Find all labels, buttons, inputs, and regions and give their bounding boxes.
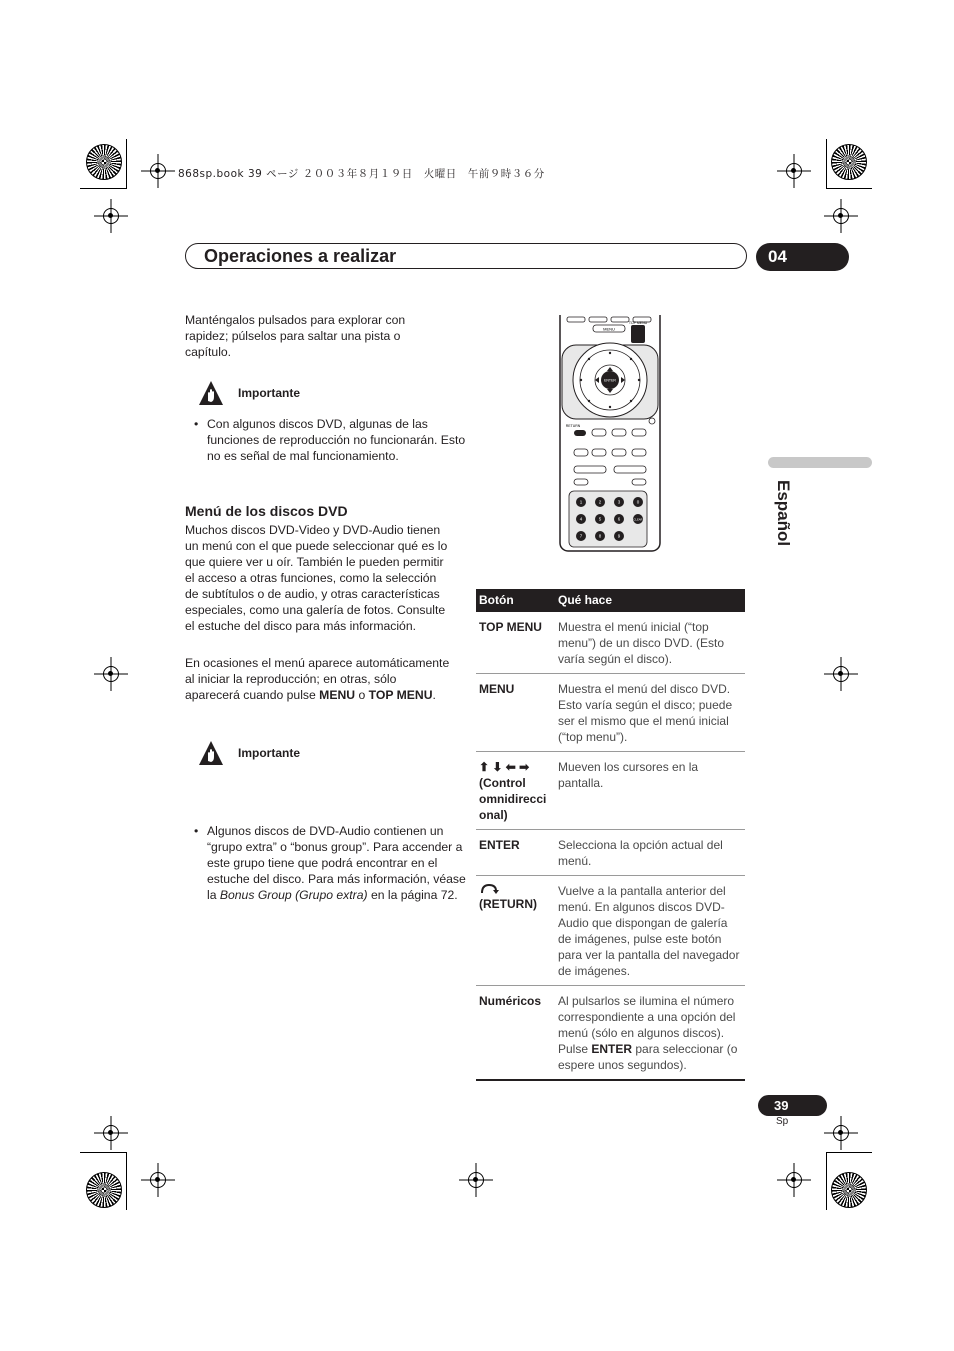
- registration-burst-icon: [86, 144, 122, 180]
- warning-hand-icon: [198, 380, 224, 406]
- number-key-label: CLEAR: [633, 518, 643, 522]
- registration-burst-icon: [831, 1172, 867, 1208]
- column-header-button: Botón: [476, 589, 555, 612]
- warning-hand-icon: [198, 740, 224, 766]
- paragraph-text: .: [432, 688, 436, 702]
- row-desc: Muestra el menú inicial (“top menu”) de un disco DVD. (Esto varía según el disco).: [555, 612, 745, 674]
- number-key-label: 0: [636, 499, 640, 505]
- table-row: [476, 876, 745, 986]
- registration-burst-icon: [831, 144, 867, 180]
- row-key: Numéricos: [476, 986, 555, 1081]
- registration-mark-icon: [103, 1125, 119, 1141]
- row-key: ENTER: [476, 830, 555, 876]
- return-icon: [479, 883, 499, 895]
- page-title: Operaciones a realizar: [204, 246, 397, 266]
- number-key-label: 4: [579, 516, 583, 522]
- remote-return-label: RETURN: [565, 424, 581, 428]
- number-key-label: 8: [598, 533, 602, 539]
- registration-mark-icon: [833, 666, 849, 682]
- top-menu-key-text: TOP MENU: [368, 688, 433, 702]
- table-row: [476, 612, 745, 674]
- row-key: ⬆ ⬇ ⬅ ➡ (Control omnidirecci onal): [476, 752, 555, 830]
- paragraph-text: En ocasiones el menú aparece automáticamente al iniciar la reproducción; en otras, sólo aparecerá cuando pulse: [185, 656, 450, 702]
- column-header-function: Qué hace: [555, 589, 745, 612]
- table-header-row: [476, 589, 745, 612]
- desc-text: para seleccionar (o espere unos segundos).: [558, 1042, 738, 1072]
- row-desc: Selecciona la opción actual del menú.: [555, 830, 745, 876]
- chapter-number: 04: [756, 243, 849, 271]
- intro-text: Manténgalos pulsados para explorar con rapidez; púlselos para saltar una pista o capítulo.: [185, 313, 406, 359]
- registration-mark-icon: [833, 208, 849, 224]
- row-desc: Vuelve a la pantalla anterior del menú. En algunos discos DVD-Audio que dispongan de galería de imágenes, pulse este botón para ver la pantalla del navegador de imágenes.: [555, 876, 745, 986]
- number-key-label: 7: [579, 533, 583, 539]
- remote-drawing: [559, 315, 661, 552]
- remote-control-illustration: [559, 315, 661, 552]
- crop-mark: [80, 188, 127, 189]
- bullet-italic-text: Bonus Group (Grupo extra): [219, 888, 368, 902]
- paragraph-text: o: [355, 688, 369, 702]
- registration-mark-icon: [150, 163, 166, 179]
- row-key-return: [476, 876, 555, 986]
- section-title: Menú de los discos DVD: [185, 503, 348, 519]
- page-lang-code: Sp: [776, 1116, 789, 1127]
- enter-key-text: ENTER: [591, 1042, 633, 1056]
- table-row: [476, 752, 745, 830]
- row-desc: Mueven los cursores en la pantalla.: [555, 752, 745, 830]
- desc-text: Al pulsarlos se ilumina el número correspondiente a una opción del menú (sólo en algunos discos). Pulse: [558, 994, 736, 1056]
- important-label: Importante: [238, 746, 301, 760]
- registration-mark-icon: [103, 666, 119, 682]
- important-label: Importante: [238, 386, 301, 400]
- bullet-text: Algunos discos de DVD-Audio contienen un “grupo extra” o “bonus group”. Para accender a este grupo tiene que podrá encontrar en el estuche del disco. Para más información, véase la: [207, 824, 466, 902]
- row-desc: [555, 986, 745, 1081]
- number-key-label: 1: [579, 499, 583, 505]
- registration-mark-icon: [833, 1125, 849, 1141]
- menu-key-text: MENU: [319, 688, 356, 702]
- page-number: 39: [758, 1095, 827, 1116]
- registration-mark-icon: [468, 1172, 484, 1188]
- registration-mark-icon: [786, 163, 802, 179]
- section-paragraph-1: Muchos discos DVD-Video y DVD-Audio tienen un menú con el que puede seleccionar qué es lo que quiere ver u oír. También le pueden permitir el acceso a otras funciones, como la selección de subtítulos o de audio, y otras características especiales, como una galería de fotos. Consulte el estuche del disco para más información.: [185, 523, 448, 633]
- bullet-text: en la página 72.: [367, 888, 458, 902]
- registration-burst-icon: [86, 1172, 122, 1208]
- language-tab-bar: [768, 457, 872, 468]
- crop-mark: [126, 1152, 127, 1210]
- crop-mark: [80, 1152, 127, 1153]
- table-row: [476, 674, 745, 752]
- number-key-label: 2: [598, 499, 602, 505]
- crop-mark: [826, 1152, 827, 1210]
- number-key-label: 6: [617, 516, 621, 522]
- print-info-line: 868sp.book 39 ページ ２００３年８月１９日 火曜日 午前９時３６分: [178, 168, 545, 180]
- number-key-label: 5: [598, 516, 602, 522]
- registration-mark-icon: [150, 1172, 166, 1188]
- function-table: [476, 589, 745, 1081]
- remote-top-menu-label: TOP MENU: [628, 321, 648, 325]
- table-row: [476, 830, 745, 876]
- remote-enter-label: ENTER: [604, 378, 616, 383]
- number-key-label: 9: [617, 533, 621, 539]
- row-key-text: (RETURN): [479, 897, 537, 911]
- row-desc: Muestra el menú del disco DVD. Esto varía según el disco; puede ser el mismo que el menú inicial (“top menu”).: [555, 674, 745, 752]
- registration-mark-icon: [786, 1172, 802, 1188]
- row-key: MENU: [476, 674, 555, 752]
- crop-mark: [826, 188, 872, 189]
- registration-mark-icon: [103, 208, 119, 224]
- row-key: TOP MENU: [476, 612, 555, 674]
- important-bullet-2: [185, 823, 473, 903]
- section-paragraph-2: [185, 655, 453, 703]
- crop-mark: [126, 139, 127, 188]
- crop-mark: [826, 139, 827, 188]
- number-key-label: 3: [617, 499, 621, 505]
- crop-mark: [826, 1152, 872, 1153]
- table-row: [476, 986, 745, 1081]
- important-bullet-1: • Con algunos discos DVD, algunas de las funciones de reproducción no funcionarán. Esto no es señal de mal funcionamiento.: [185, 416, 473, 464]
- remote-menu-label: MENU: [603, 326, 615, 332]
- language-tab-label: Español: [774, 480, 793, 547]
